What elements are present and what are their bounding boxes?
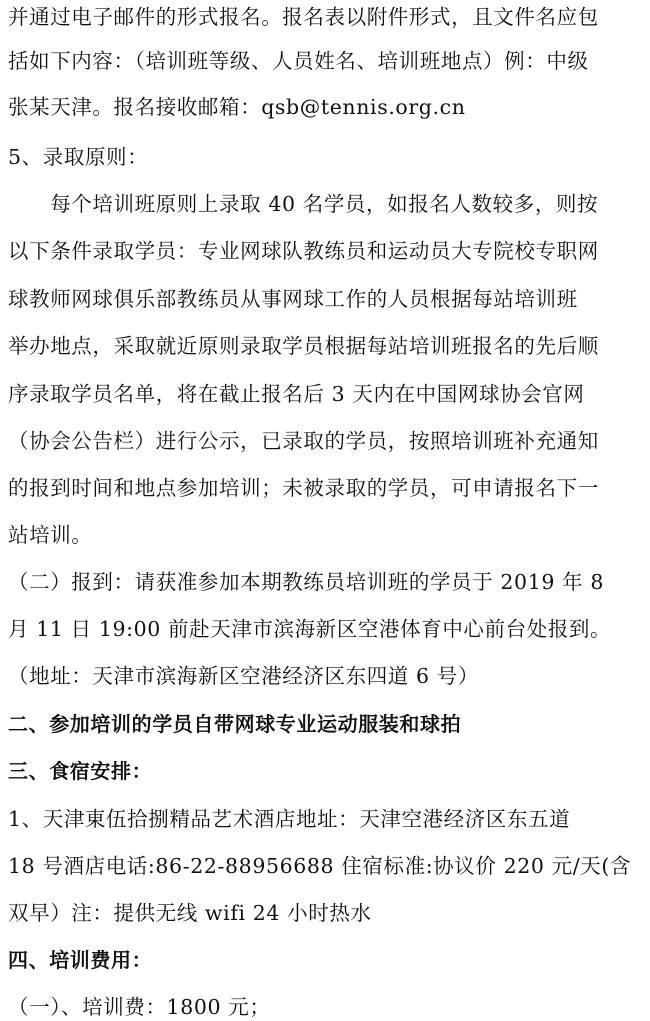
text-line-3-email: 张某天津。报名接收邮箱：qsb@tennis.org.cn (8, 95, 466, 119)
text-line-hotel-notes: 双早）注：提供无线 wifi 24 小时热水 (8, 901, 372, 925)
text-line-7: 球教师网球俱乐部教练员从事网球工作的人员根据每站培训班 (8, 287, 578, 311)
section-heading-accommodation: 三、食宿安排： (8, 759, 153, 783)
text-line-hotel-phone: 18 号酒店电话:86-22-88956688 住宿标准:协议价 220 元/天(含 (8, 854, 632, 878)
text-line-8: 举办地点，采取就近原则录取学员根据每站培训班报名的先后顺 (8, 334, 599, 358)
section-heading-fees: 四、培训费用： (8, 948, 153, 972)
text-line-9: 序录取学员名单，将在截止报名后 3 天内在中国网球协会官网 (8, 382, 585, 406)
text-line-1: 并通过电子邮件的形式报名。报名表以附件形式，且文件名应包 (8, 5, 599, 29)
text-line-6: 以下条件录取学员：专业网球队教练员和运动员大专院校专职网 (8, 239, 599, 263)
text-line-hotel: 1、天津東伍拾捌精品艺术酒店地址：天津空港经济区东五道 (8, 807, 571, 831)
section-heading-equipment: 二、参加培训的学员自带网球专业运动服装和球拍 (8, 712, 462, 736)
text-line-training-fee: （一）、培训费：1800 元； (8, 995, 271, 1019)
text-line-2: 括如下内容：（培训班等级、人员姓名、培训班地点）例：中级 (8, 49, 589, 73)
text-line-address: （地址：天津市滨海新区空港经济区东四道 6 号） (8, 664, 479, 688)
section-heading-admission: 5、录取原则： (8, 145, 149, 169)
text-line-10: （协会公告栏）进行公示，已录取的学员，按照培训班补充通知 (8, 429, 599, 453)
text-line-5: 每个培训班原则上录取 40 名学员，如报名人数较多，则按 (8, 192, 599, 216)
text-line-11: 的报到时间和地点参加培训；未被录取的学员，可申请报名下一 (8, 476, 599, 500)
text-line-registration: （二）报到：请获准参加本期教练员培训班的学员于 2019 年 8 (8, 570, 604, 594)
text-line-12: 站培训。 (8, 523, 93, 547)
text-line-14: 月 11 日 19:00 前赴天津市滨海新区空港体育中心前台处报到。 (8, 617, 612, 641)
